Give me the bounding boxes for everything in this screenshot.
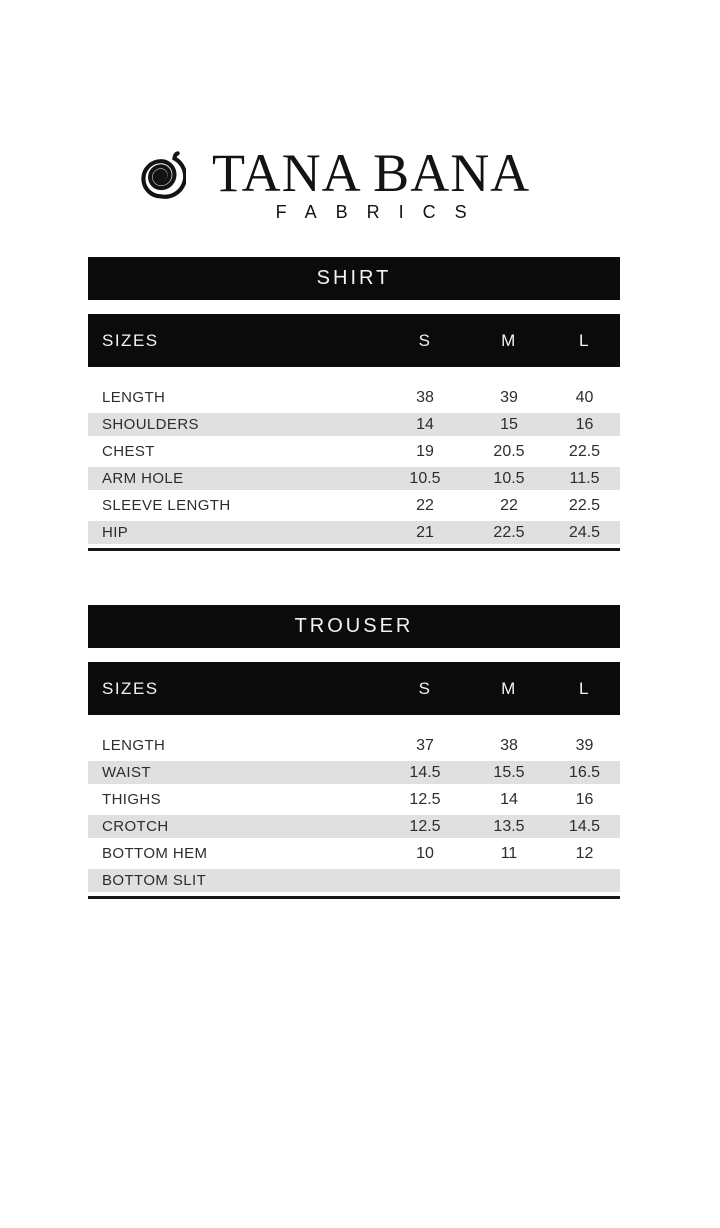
column-header-l: L — [579, 678, 590, 698]
column-header-s: S — [418, 678, 432, 698]
trouser-table-header — [88, 662, 620, 715]
trouser-table-end-rule — [88, 896, 620, 899]
size-charts — [88, 257, 620, 899]
row-shirt-chest: CHEST 19 20.5 22.5 — [102, 442, 601, 460]
row-shirt-hip: HIP 21 22.5 24.5 — [88, 519, 620, 546]
shirt-table-end-rule — [88, 548, 620, 551]
column-header-s: S — [418, 330, 432, 350]
shirt-table-rows — [88, 384, 620, 546]
shirt-table-title: SHIRT — [88, 257, 620, 300]
row-shirt-sleeve-length: SLEEVE LENGTH 22 22 22.5 — [102, 496, 601, 514]
shirt-table-header — [88, 314, 620, 367]
trouser-table-title: TROUSER — [88, 605, 620, 648]
row-trouser-bottom-slit: BOTTOM SLIT — [88, 867, 620, 894]
row-trouser-crotch: CROTCH 12.5 13.5 14.5 — [88, 813, 620, 840]
brand-wordmark — [212, 143, 531, 222]
column-header-m: M — [501, 330, 517, 350]
row-trouser-bottom-hem: BOTTOM HEM 10 11 12 — [102, 844, 594, 862]
column-header-l: L — [579, 330, 590, 350]
row-trouser-thighs: THIGHS 12.5 14 16 — [102, 790, 594, 808]
brand-subtitle: FABRICS — [275, 202, 486, 222]
trouser-size-table — [88, 605, 620, 899]
row-shirt-shoulders: SHOULDERS 14 15 16 — [88, 411, 620, 438]
row-trouser-waist: WAIST 14.5 15.5 16.5 — [88, 759, 620, 786]
spiral-logo-icon — [136, 148, 186, 204]
brand-name: TANA BANA — [212, 143, 531, 203]
row-shirt-arm-hole: ARM HOLE 10.5 10.5 11.5 — [88, 465, 620, 492]
column-header-m: M — [501, 678, 517, 698]
sizes-header-label: SIZES — [102, 330, 159, 350]
row-shirt-length: LENGTH 38 39 40 — [102, 388, 594, 406]
sizes-header-label: SIZES — [102, 678, 159, 698]
row-trouser-length: LENGTH 37 38 39 — [102, 736, 594, 754]
brand-logo — [136, 143, 720, 222]
trouser-table-rows — [88, 732, 620, 894]
shirt-size-table — [88, 257, 620, 551]
